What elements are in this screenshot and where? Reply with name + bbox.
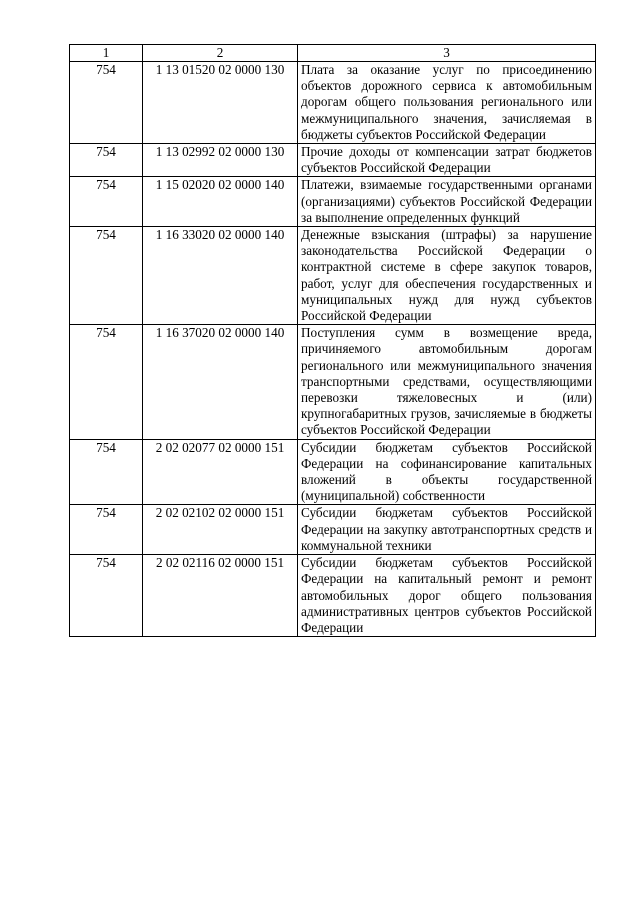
table-row bbox=[70, 144, 596, 177]
header-col-3: 3 bbox=[298, 45, 596, 62]
table-row bbox=[70, 62, 596, 144]
admin-code-cell: 754 bbox=[70, 505, 143, 555]
description-cell: Плата за оказание услуг по присоединению объектов дорожного сервиса к автомобильным дорогам общего пользования регионального или межмуниципального значения, зачисляемая в бюджеты субъектов Российской Федерации bbox=[298, 62, 596, 144]
admin-code-cell: 754 bbox=[70, 325, 143, 439]
admin-code-cell: 754 bbox=[70, 555, 143, 637]
table-row bbox=[70, 439, 596, 505]
table-row bbox=[70, 505, 596, 555]
description-cell: Прочие доходы от компенсации затрат бюджетов субъектов Российской Федерации bbox=[298, 144, 596, 177]
table-header-row bbox=[70, 45, 596, 62]
kbk-code-cell: 2 02 02102 02 0000 151 bbox=[143, 505, 298, 555]
table-row bbox=[70, 227, 596, 325]
table-row bbox=[70, 325, 596, 439]
admin-code-cell: 754 bbox=[70, 144, 143, 177]
header-col-1: 1 bbox=[70, 45, 143, 62]
admin-code-cell: 754 bbox=[70, 177, 143, 227]
kbk-code-cell: 1 16 33020 02 0000 140 bbox=[143, 227, 298, 325]
description-cell: Платежи, взимаемые государственными органами (организациями) субъектов Российской Федерации за выполнение определенных функций bbox=[298, 177, 596, 227]
description-cell: Субсидии бюджетам субъектов Российской Федерации на закупку автотранспортных средств и коммунальной техники bbox=[298, 505, 596, 555]
description-cell: Субсидии бюджетам субъектов Российской Федерации на софинансирование капитальных вложений в объекты государственной (муниципальной) собственности bbox=[298, 439, 596, 505]
revenue-codes-table bbox=[69, 44, 596, 637]
kbk-code-cell: 1 13 01520 02 0000 130 bbox=[143, 62, 298, 144]
kbk-code-cell: 2 02 02116 02 0000 151 bbox=[143, 555, 298, 637]
header-col-2: 2 bbox=[143, 45, 298, 62]
table-row bbox=[70, 555, 596, 637]
kbk-code-cell: 2 02 02077 02 0000 151 bbox=[143, 439, 298, 505]
description-cell: Поступления сумм в возмещение вреда, причиняемого автомобильным дорогам регионального или межмуниципального значения транспортными средствами, осуществляющими перевозки тяжеловесных и (или) крупногабаритных грузов, зачисляемые в бюджеты субъектов Российской Федерации bbox=[298, 325, 596, 439]
admin-code-cell: 754 bbox=[70, 227, 143, 325]
admin-code-cell: 754 bbox=[70, 439, 143, 505]
description-cell: Субсидии бюджетам субъектов Российской Федерации на капитальный ремонт и ремонт автомобильных дорог общего пользования административных центров субъектов Российской Федерации bbox=[298, 555, 596, 637]
kbk-code-cell: 1 16 37020 02 0000 140 bbox=[143, 325, 298, 439]
admin-code-cell: 754 bbox=[70, 62, 143, 144]
kbk-code-cell: 1 15 02020 02 0000 140 bbox=[143, 177, 298, 227]
table-row bbox=[70, 177, 596, 227]
description-cell: Денежные взыскания (штрафы) за нарушение законодательства Российской Федерации о контрактной системе в сфере закупок товаров, работ, услуг для обеспечения государственных и муниципальных нужд для нужд субъектов Российской Федерации bbox=[298, 227, 596, 325]
kbk-code-cell: 1 13 02992 02 0000 130 bbox=[143, 144, 298, 177]
